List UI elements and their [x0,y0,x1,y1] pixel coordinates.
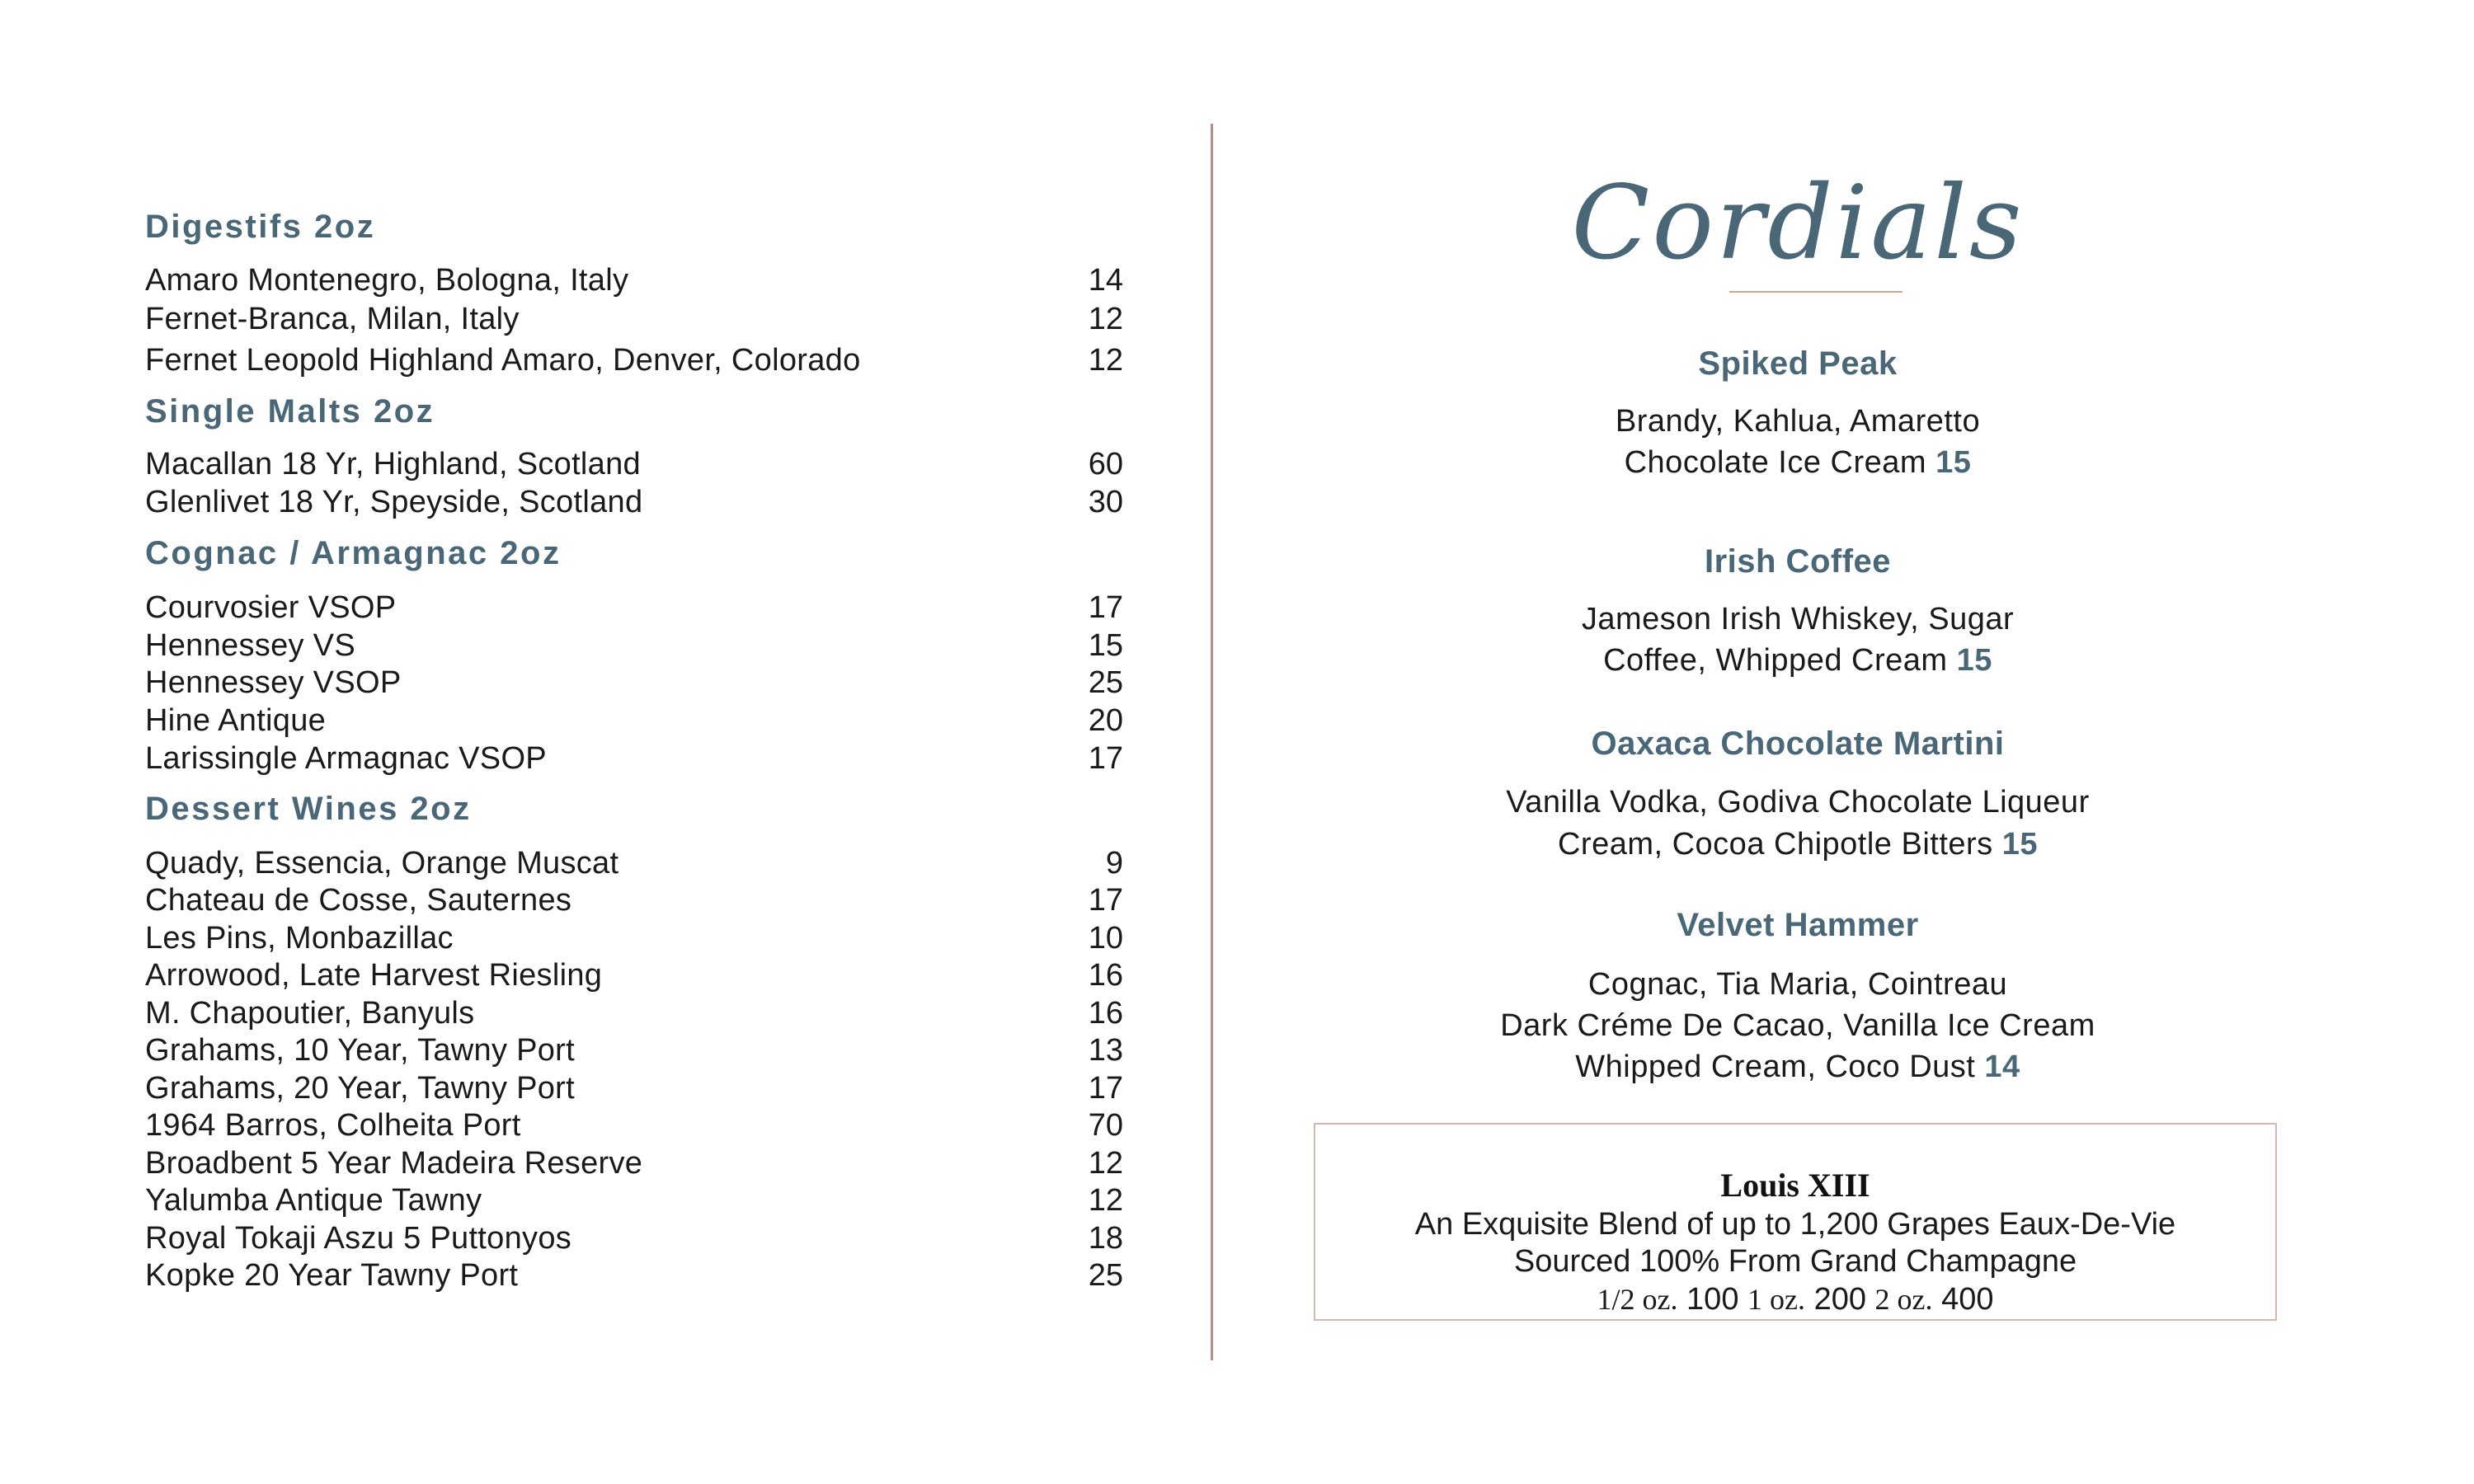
item-name: Grahams, 10 Year, Tawny Port [145,1033,575,1068]
item-name: Chateau de Cosse, Sauternes [145,883,572,918]
section-heading-dessert-wines: Dessert Wines 2oz [145,791,472,827]
item-price: 16 [1088,996,1123,1031]
item-name: Hennessey VS [145,628,355,663]
cordial-description: Brandy, Kahlua, Amaretto [1615,404,1981,439]
item-name: Broadbent 5 Year Madeira Reserve [145,1146,643,1181]
cordial-price: 15 [1956,643,1992,678]
item-price: 30 [1088,485,1123,519]
pour-size: 2 oz. [1874,1283,1933,1316]
menu-item [145,261,1123,299]
cordial-name: Oaxaca Chocolate Martini [1591,726,2005,762]
menu-item [145,1219,1123,1257]
item-price: 14 [1088,263,1123,298]
pour-size: 1/2 oz. [1597,1283,1678,1316]
feature-description: An Exquisite Blend of up to 1,200 Grapes Eaux-De-Vie [1414,1207,2176,1242]
item-name: Quady, Essencia, Orange Muscat [145,846,619,881]
item-price: 70 [1088,1108,1123,1143]
item-price: 25 [1088,1258,1123,1293]
menu-item [145,1256,1123,1294]
menu-item [145,445,1123,483]
item-name: Arrowood, Late Harvest Riesling [145,958,603,993]
menu-item [145,664,1123,702]
item-name: Royal Tokaji Aszu 5 Puttonyos [145,1221,572,1256]
item-price: 12 [1088,1146,1123,1181]
cordial-description: Cognac, Tia Maria, Cointreau [1587,967,2008,1002]
item-name: Yalumba Antique Tawny [145,1183,482,1218]
item-name: Hennessey VSOP [145,665,402,700]
item-price: 18 [1088,1221,1123,1256]
menu-item [145,1069,1123,1107]
menu-item [145,483,1123,521]
section-heading-single-malts: Single Malts 2oz [145,393,435,430]
item-name: Fernet-Branca, Milan, Italy [145,302,520,336]
menu-item [145,740,1123,777]
cordial-description: Jameson Irish Whiskey, Sugar [1581,602,2015,636]
item-name: Amaro Montenegro, Bologna, Italy [145,263,629,298]
cordial-description: Vanilla Vodka, Godiva Chocolate Liqueur [1506,785,2090,819]
menu-item [145,1031,1123,1069]
item-price: 13 [1088,1033,1123,1068]
page-title: Cordials [1571,164,2025,283]
item-price: 17 [1088,883,1123,918]
digestifs-column [145,0,1123,1484]
item-price: 17 [1088,741,1123,776]
feature-description: Sourced 100% From Grand Champagne [1513,1244,2077,1279]
item-name: Les Pins, Monbazillac [145,921,454,956]
item-name: Glenlivet 18 Yr, Speyside, Scotland [145,485,643,519]
pour-price: 400 [1941,1282,1994,1317]
cordial-price: 15 [1935,445,1972,480]
item-price: 17 [1088,590,1123,625]
feature-box-louis-xiii [1314,1123,2277,1321]
cordial-price: 15 [2001,827,2039,862]
cordial-name: Velvet Hammer [1677,907,1919,943]
item-price: 12 [1088,302,1123,336]
cordial-description: Chocolate Ice Cream 15 [1624,445,1972,480]
item-price: 9 [1105,846,1123,881]
menu-item [145,844,1123,882]
menu-item [145,919,1123,957]
section-heading-cognac-armagnac: Cognac / Armagnac 2oz [145,535,562,571]
item-price: 10 [1088,921,1123,956]
cordial-name: Spiked Peak [1698,345,1898,382]
item-name: Larissingle Armagnac VSOP [145,741,547,776]
menu-item [145,589,1123,627]
menu-item [145,1106,1123,1144]
item-name: Kopke 20 Year Tawny Port [145,1258,519,1293]
menu-item [145,1144,1123,1182]
section-heading-digestifs: Digestifs 2oz [145,209,376,245]
menu-item [145,702,1123,740]
item-name: 1964 Barros, Colheita Port [145,1108,521,1143]
feature-pours [1315,1280,2275,1318]
pour-price: 100 [1686,1282,1739,1317]
feature-title: Louis XIII [1720,1167,1870,1204]
pour-size: 1 oz. [1747,1283,1805,1316]
item-price: 16 [1088,958,1123,993]
item-price: 25 [1088,665,1123,700]
item-price: 12 [1088,1183,1123,1218]
item-name: Macallan 18 Yr, Highland, Scotland [145,447,641,481]
item-price: 60 [1088,447,1123,481]
cordial-description: Whipped Cream, Coco Dust 14 [1575,1050,2020,1084]
item-name: M. Chapoutier, Banyuls [145,996,475,1031]
cordial-price: 14 [1984,1050,2020,1084]
item-name: Fernet Leopold Highland Amaro, Denver, Colorado [145,343,861,378]
cordial-description: Dark Créme De Cacao, Vanilla Ice Cream [1500,1008,2095,1043]
cordial-description: Cream, Cocoa Chipotle Bitters 15 [1557,827,2039,862]
menu-item [145,1181,1123,1219]
item-price: 20 [1088,703,1123,738]
cordial-description: Coffee, Whipped Cream 15 [1603,643,1992,678]
item-price: 12 [1088,343,1123,378]
menu-item [145,300,1123,338]
pour-price: 200 [1813,1282,1866,1317]
menu-item [145,627,1123,665]
column-divider [1211,124,1213,1360]
menu-item [145,994,1123,1032]
item-price: 15 [1088,628,1123,663]
item-name: Courvosier VSOP [145,590,397,625]
menu-item [145,341,1123,379]
menu-item [145,881,1123,919]
item-name: Grahams, 20 Year, Tawny Port [145,1071,575,1106]
cordial-name: Irish Coffee [1704,543,1892,580]
item-price: 17 [1088,1071,1123,1106]
item-name: Hine Antique [145,703,327,738]
menu-item [145,956,1123,994]
title-underline [1729,291,1903,293]
